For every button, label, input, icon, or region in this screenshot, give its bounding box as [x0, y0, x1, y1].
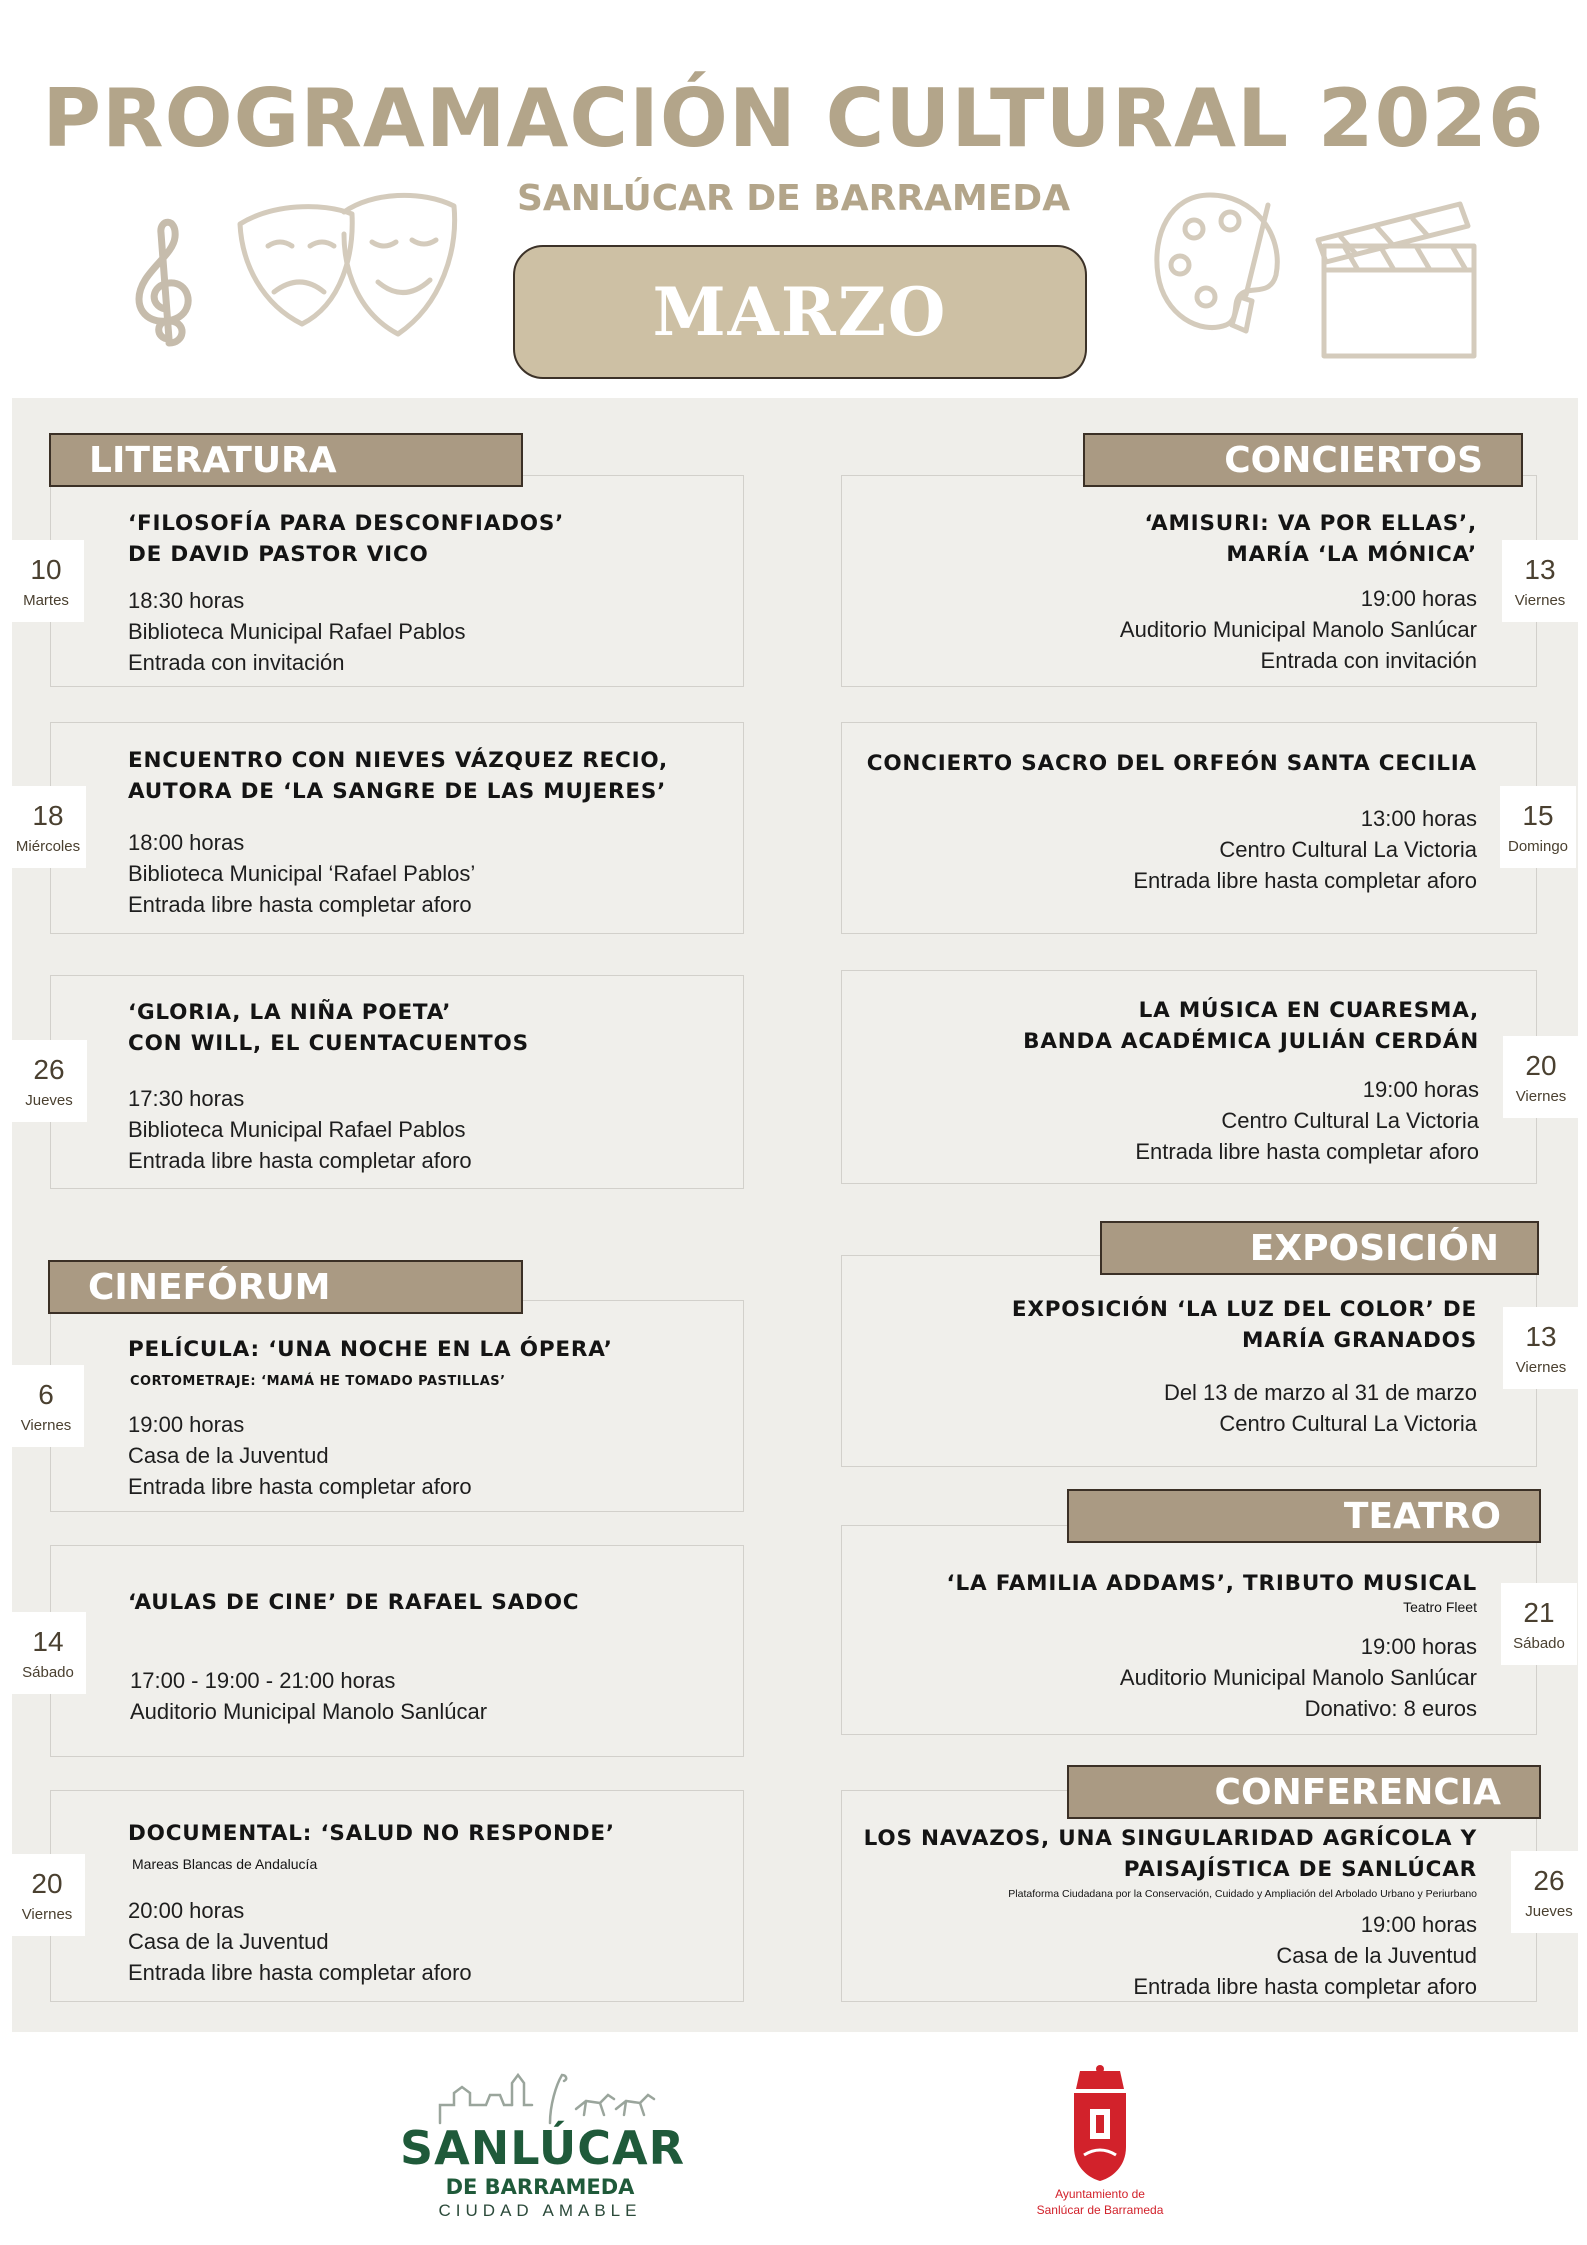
event-title-line: BANDA ACADÉMICA JULIÁN CERDÁN: [1023, 1029, 1479, 1054]
event-title: [128, 1818, 748, 1849]
event-details: [1135, 1074, 1479, 1167]
event-admission: Entrada libre hasta completar aforo: [128, 892, 472, 917]
event-weekday: Domingo: [1507, 837, 1569, 855]
event-title: [128, 745, 748, 807]
event-date: [1503, 1036, 1579, 1118]
event-day-number: 13: [1525, 1320, 1557, 1352]
event-title-line: EXPOSICIÓN ‘LA LUZ DEL COLOR’ DE: [1011, 1297, 1477, 1322]
sanlucar-logo: [400, 2065, 686, 2220]
event-time: 19:00 horas: [1360, 1634, 1477, 1659]
paint-palette-icon: [1150, 185, 1290, 345]
event-title-line: ‘FILOSOFÍA PARA DESCONFIADOS’: [128, 511, 565, 536]
event-venue: Biblioteca Municipal Rafael Pablos: [128, 1117, 466, 1142]
event-weekday: Viernes: [21, 1905, 73, 1923]
event-venue: Biblioteca Municipal Rafael Pablos: [128, 619, 466, 644]
event-title: [837, 1294, 1477, 1356]
event-date: [1501, 1583, 1577, 1665]
event-date: [1503, 1307, 1579, 1389]
event-title-line: DE DAVID PASTOR VICO: [128, 542, 429, 567]
event-venue: Centro Cultural La Victoria: [1219, 837, 1477, 862]
event-title-line: ‘AMISURI: VA POR ELLAS’,: [1144, 511, 1477, 536]
treble-clef-icon: [125, 215, 205, 355]
event-title: [128, 508, 748, 570]
event-title-line: ENCUENTRO CON NIEVES VÁZQUEZ RECIO,: [128, 748, 668, 773]
event-admission: Entrada con invitación: [1260, 648, 1477, 673]
event-title-line: AUTORA DE ‘LA SANGRE DE LAS MUJERES’: [128, 779, 667, 804]
event-weekday: Sábado: [22, 1663, 74, 1681]
event-details: [1120, 1631, 1477, 1724]
event-weekday: Sábado: [1513, 1634, 1565, 1652]
page-title: PROGRAMACIÓN CULTURAL 2026: [42, 72, 1545, 165]
event-day-number: 21: [1523, 1596, 1555, 1628]
event-venue: Auditorio Municipal Manolo Sanlúcar: [1119, 1665, 1477, 1690]
event-weekday: Viernes: [20, 1416, 72, 1434]
category-conferencia: CONFERENCIA: [1067, 1765, 1541, 1819]
event-weekday: Viernes: [1515, 1358, 1567, 1376]
event-details: [1164, 1377, 1477, 1439]
crest-icon: [1010, 2065, 1190, 2183]
event-subtitle: CORTOMETRAJE: ‘MAMÁ HE TOMADO PASTILLAS’: [130, 1374, 506, 1389]
ayuntamiento-line1: Ayuntamiento de: [1055, 2187, 1145, 2201]
event-weekday: Miércoles: [15, 837, 81, 855]
event-time: 17:00 - 19:00 - 21:00 horas: [130, 1668, 396, 1693]
clapperboard-icon: [1310, 196, 1490, 366]
event-date: [10, 786, 86, 868]
event-admission: Donativo: 8 euros: [1304, 1696, 1477, 1721]
event-title-line: CON WILL, EL CUENTACUENTOS: [128, 1031, 529, 1056]
category-conciertos: CONCIERTOS: [1083, 433, 1523, 487]
event-details: [1133, 803, 1477, 896]
event-details: [128, 1409, 472, 1502]
event-title-line: PAISAJÍSTICA DE SANLÚCAR: [1123, 1857, 1477, 1882]
event-venue: Centro Cultural La Victoria: [1221, 1108, 1479, 1133]
page-subtitle: SANLÚCAR DE BARRAMEDA: [516, 178, 1071, 219]
event-title: [837, 1823, 1477, 1885]
event-venue: Casa de la Juventud: [128, 1929, 329, 1954]
event-admission: Entrada libre hasta completar aforo: [1135, 1139, 1479, 1164]
event-admission: Entrada libre hasta completar aforo: [128, 1148, 472, 1173]
event-day-number: 18: [32, 799, 64, 831]
event-venue: Casa de la Juventud: [1276, 1943, 1477, 1968]
event-day-number: 15: [1522, 799, 1554, 831]
event-admission: Entrada libre hasta completar aforo: [1133, 868, 1477, 893]
event-venue: Auditorio Municipal Manolo Sanlúcar: [130, 1699, 488, 1724]
event-title: [128, 997, 748, 1059]
logo-sub-text: DE BARRAMEDA: [445, 2175, 635, 2199]
event-title-line: PELÍCULA: ‘UNA NOCHE EN LA ÓPERA’: [128, 1337, 613, 1362]
event-time: 18:00 horas: [128, 830, 245, 855]
event-time: 19:00 horas: [1360, 1912, 1477, 1937]
event-time: 17:30 horas: [128, 1086, 245, 1111]
event-date: [8, 540, 84, 622]
event-title-line: LOS NAVAZOS, UNA SINGULARIDAD AGRÍCOLA Y: [863, 1826, 1477, 1851]
category-teatro: TEATRO: [1067, 1489, 1541, 1543]
event-time: 19:00 horas: [128, 1412, 245, 1437]
event-weekday: Jueves: [25, 1091, 73, 1109]
event-title-line: ‘AULAS DE CINE’ DE RAFAEL SADOC: [128, 1590, 580, 1615]
event-title: [839, 995, 1479, 1057]
event-time: 13:00 horas: [1360, 806, 1477, 831]
event-details: [128, 585, 466, 678]
month-banner: [513, 245, 1087, 379]
event-weekday: Viernes: [1515, 1087, 1567, 1105]
event-admission: Entrada libre hasta completar aforo: [128, 1960, 472, 1985]
event-day-number: 20: [31, 1867, 63, 1899]
event-venue: Casa de la Juventud: [128, 1443, 329, 1468]
event-time: 19:00 horas: [1360, 586, 1477, 611]
event-time: 18:30 horas: [128, 588, 245, 613]
event-date: [1500, 786, 1576, 868]
event-subtitle: Mareas Blancas de Andalucía: [132, 1856, 318, 1872]
event-weekday: Martes: [23, 591, 69, 609]
event-title: [837, 508, 1477, 570]
event-date: [10, 1612, 86, 1694]
event-admission: Entrada libre hasta completar aforo: [128, 1474, 472, 1499]
logo-main-text: SANLÚCAR: [400, 2121, 686, 2175]
event-day-number: 26: [33, 1053, 65, 1085]
event-title: [128, 1334, 748, 1365]
event-title-line: DOCUMENTAL: ‘SALUD NO RESPONDE’: [128, 1821, 615, 1846]
category-cineforum: CINEFÓRUM: [48, 1260, 523, 1314]
event-title: [128, 1587, 748, 1618]
event-day-number: 13: [1524, 553, 1556, 585]
ayuntamiento-logo: [1010, 2065, 1190, 2230]
event-details: [128, 1895, 472, 1988]
event-time: Del 13 de marzo al 31 de marzo: [1163, 1380, 1477, 1405]
event-weekday: Viernes: [1514, 591, 1566, 609]
event-venue: Centro Cultural La Victoria: [1219, 1411, 1477, 1436]
event-day-number: 14: [32, 1625, 64, 1657]
event-admission: Entrada con invitación: [128, 650, 345, 675]
category-literatura: LITERATURA: [49, 433, 523, 487]
event-time: 20:00 horas: [128, 1898, 245, 1923]
event-title-line: LA MÚSICA EN CUARESMA,: [1138, 998, 1479, 1023]
logo-tagline: CIUDAD AMABLE: [438, 2201, 642, 2220]
event-details: [130, 1665, 487, 1727]
event-day-number: 6: [38, 1378, 54, 1410]
event-details: [1133, 1909, 1477, 2002]
event-venue: Auditorio Municipal Manolo Sanlúcar: [1119, 617, 1477, 642]
event-title-line: MARÍA ‘LA MÓNICA’: [1226, 542, 1477, 567]
event-day-number: 10: [30, 553, 62, 585]
theater-masks-icon: [232, 184, 462, 354]
event-venue: Biblioteca Municipal ‘Rafael Pablos’: [128, 861, 476, 886]
event-day-number: 20: [1525, 1049, 1557, 1081]
event-title-line: MARÍA GRANADOS: [1242, 1328, 1477, 1353]
skyline-icon: [400, 2065, 680, 2125]
event-date: [9, 1854, 85, 1936]
event-title-line: ‘LA FAMILIA ADDAMS’, TRIBUTO MUSICAL: [946, 1571, 1477, 1596]
event-subtitle: Plataforma Ciudadana por la Conservación, Cuidado y Ampliación del Arbolado Urbano y Periurbano: [1008, 1888, 1477, 1900]
event-details: [128, 1083, 472, 1176]
category-exposicion: EXPOSICIÓN: [1100, 1221, 1539, 1275]
event-admission: Entrada libre hasta completar aforo: [1133, 1974, 1477, 1999]
event-title-line: ‘GLORIA, LA NIÑA POETA’: [128, 1000, 452, 1025]
event-date: [1502, 540, 1578, 622]
event-time: 19:00 horas: [1362, 1077, 1479, 1102]
month-label: MARZO: [652, 273, 948, 351]
event-day-number: 26: [1533, 1864, 1565, 1896]
event-date: [8, 1365, 84, 1447]
event-title: [837, 748, 1477, 779]
event-details: [1120, 583, 1477, 676]
event-date: [11, 1040, 87, 1122]
event-title: [837, 1568, 1477, 1599]
event-date: [1511, 1851, 1587, 1933]
event-details: [128, 827, 475, 920]
event-weekday: Jueves: [1525, 1902, 1573, 1920]
ayuntamiento-line2: Sanlúcar de Barrameda: [1036, 2203, 1164, 2217]
event-subtitle: Teatro Fleet: [1403, 1599, 1477, 1615]
event-title-line: CONCIERTO SACRO DEL ORFEÓN SANTA CECILIA: [866, 751, 1477, 776]
